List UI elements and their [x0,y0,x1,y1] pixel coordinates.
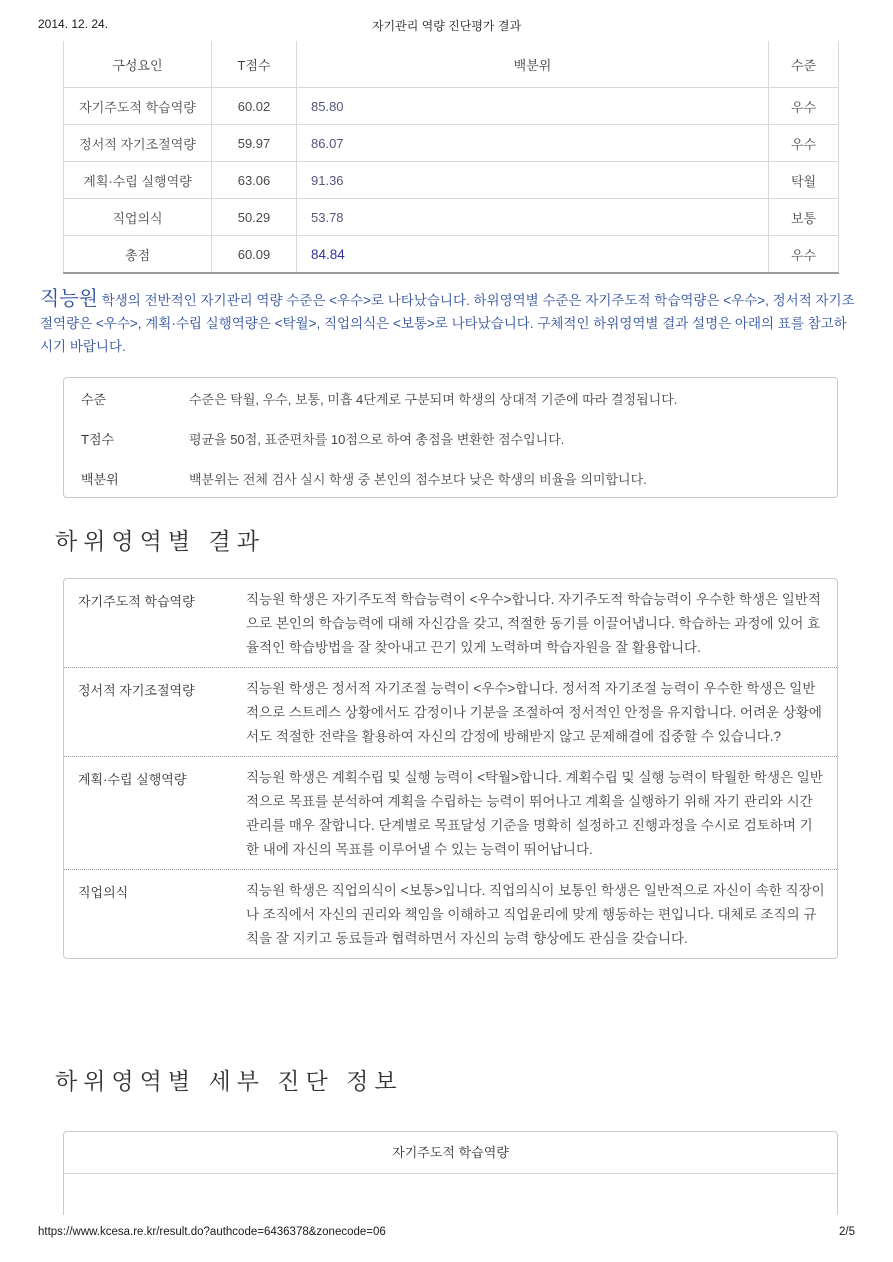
result-description: 직능원 학생은 정서적 자기조절 능력이 <우수>합니다. 정서적 자기조절 능력이 우수한 학생은 일반적으로 스트레스 상황에서도 감정이나 기분을 조절하여 정서적인 안정을 유지합니다. 어려운 상황에서도 적절한 전략을 활용하여 자신의 감정에 방해받지 않고 문제해결에 집중할 수 있습니다.? [246,681,822,744]
term-definition-box [63,377,838,498]
result-row [64,579,837,668]
result-description: 직능원 학생은 직업의식이 <보통>입니다. 직업의식이 보통인 학생은 일반적으로 자신이 속한 직장이나 조직에서 자신의 권리와 책임을 이해하고 직업윤리에 맞게 행동하는 편입니다. 대체로 조직의 규칙을 잘 지키고 동료들과 협력하면서 자신의 능력 향상에도 관심을 갖습니다. [246,883,825,946]
tscore-cell: 50.29 [212,199,297,236]
result-label: 직업의식 [78,885,129,900]
overall-summary-paragraph [40,288,858,358]
table-row [64,125,839,162]
section-heading-detail-info: 하위영역별 세부 진단 정보 [55,1068,403,1094]
print-date: 2014. 12. 24. [38,17,109,31]
factor-cell: 계획·수립 실행역량 [64,162,212,199]
definition-row [64,378,837,418]
tscore-cell: 60.02 [212,88,297,125]
result-label: 계획·수립 실행역량 [78,772,187,787]
percentile-cell: 84.84 [297,236,769,274]
result-label: 정서적 자기조절역량 [78,683,195,698]
result-label: 자기주도적 학습역량 [78,594,195,609]
level-cell: 보통 [769,199,839,236]
result-description: 직능원 학생은 자기주도적 학습능력이 <우수>합니다. 자기주도적 학습능력이 우수한 학생은 일반적으로 본인의 학습능력에 대해 자신감을 갖고, 적절한 동기를 이끌어냅니다. 학습하는 과정에 있어 효율적인 학습방법을 잘 찾아내고 끈기 있게 노력하며 학습자원을 잘 활용합니다. [246,592,821,655]
column-header-factor: 구성요인 [64,41,212,88]
level-cell: 우수 [769,88,839,125]
level-cell: 탁월 [769,162,839,199]
percentile-cell: 91.36 [297,162,769,199]
print-header [38,17,855,33]
column-header-percentile: 백분위 [297,41,769,88]
tscore-cell: 63.06 [212,162,297,199]
summary-score-table [63,41,839,274]
factor-cell: 정서적 자기조절역량 [64,125,212,162]
column-header-tscore: T점수 [212,41,297,88]
definition-row [64,458,837,498]
level-cell: 우수 [769,236,839,274]
source-url: https://www.kcesa.re.kr/result.do?authcode=6436378&zonecode=06 [38,1226,386,1238]
subdomain-results-box [63,578,838,959]
table-row [64,199,839,236]
definition-row [64,418,837,458]
definition-description: 평균을 50점, 표준편차를 10점으로 하여 총점을 변환한 점수입니다. [189,431,565,447]
definition-description: 수준은 탁월, 우수, 보통, 미흡 4단계로 구분되며 학생의 상대적 기준에 따라 결정됩니다. [189,391,678,407]
detail-panel-body [64,1174,837,1216]
tscore-cell: 60.09 [212,236,297,274]
print-footer [38,1226,855,1240]
table-header-row [64,41,839,88]
result-row [64,668,837,757]
result-row [64,757,837,870]
factor-cell: 직업의식 [64,199,212,236]
percentile-cell: 53.78 [297,199,769,236]
factor-cell: 총점 [64,236,212,274]
definition-description: 백분위는 전체 검사 실시 학생 중 본인의 점수보다 낮은 학생의 비율을 의미합니다. [189,471,647,487]
page-number: 2/5 [839,1226,855,1238]
level-cell: 우수 [769,125,839,162]
tscore-cell: 59.97 [212,125,297,162]
percentile-cell: 85.80 [297,88,769,125]
student-name: 직능원 [40,288,98,310]
factor-cell: 자기주도적 학습역량 [64,88,212,125]
section-heading-subdomain-results: 하위영역별 결과 [55,528,265,554]
table-row [64,162,839,199]
detail-info-panel [63,1131,838,1215]
table-row-total [64,236,839,274]
document-title: 자기관리 역량 진단평가 결과 [371,19,522,33]
result-row [64,870,837,958]
definition-term: 수준 [81,391,107,407]
definition-term: 백분위 [81,471,119,487]
summary-text: 학생의 전반적인 자기관리 역량 수준은 <우수>로 나타났습니다. 하위영역별 수준은 자기주도적 학습역량은 <우수>, 정서적 자기조절역량은 <우수>, 계획·수립 실행역량은 <탁월>, 직업의식은 <보통>로 나타났습니다. 구체적인 하위영역별 결과 설명은 아래의 표를 참고하시기 바랍니다. [40,293,855,354]
percentile-cell: 86.07 [297,125,769,162]
result-description: 직능원 학생은 계획수립 및 실행 능력이 <탁월>합니다. 계획수립 및 실행 능력이 탁월한 학생은 일반적으로 목표를 분석하여 계획을 수립하는 능력이 뛰어나고 계획을 실행하기 위해 자기 관리와 시간 관리를 매우 잘합니다. 단계별로 목표달성 기준을 명확히 설정하고 진행과정을 수시로 검토하며 기한 내에 자신의 목표를 이루어낼 수 있는 능력이 뛰어납니다. [246,770,823,857]
column-header-level: 수준 [769,41,839,88]
detail-panel-title: 자기주도적 학습역량 [64,1132,837,1174]
definition-term: T점수 [81,431,115,447]
table-row [64,88,839,125]
